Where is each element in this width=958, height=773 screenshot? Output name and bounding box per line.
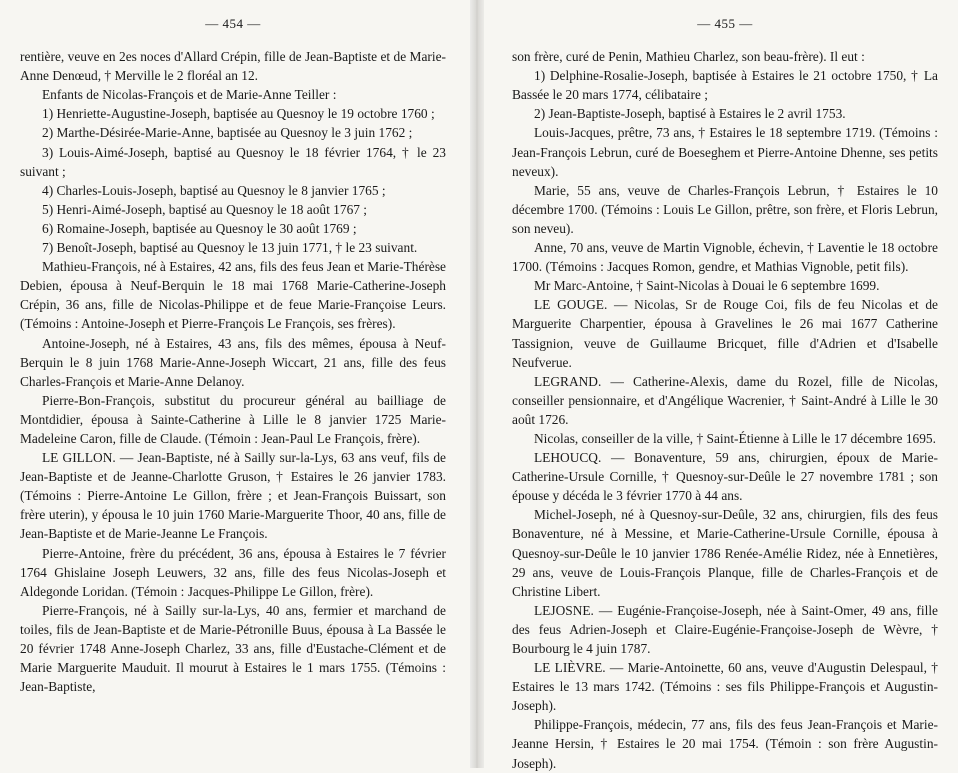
list-item: 7) Benoît-Joseph, baptisé au Quesnoy le 13 juin 1771, † le 23 suivant.: [42, 240, 418, 256]
list-item: 6) Romaine-Joseph, baptisée au Quesnoy le 30 août 1769 ;: [42, 220, 357, 236]
left-page: [20, 14, 446, 696]
family-entry: LEHOUCQ. — Bonaventure, 59 ans, chirurgien, époux de Marie-Catherine-Ursule Cornille, † Quesnoy-sur-Deûle le 27 novembre 1781 ; son épouse y décéda le 3 février 1770 à 44 ans.: [512, 450, 938, 504]
page-number-left: — 454 —: [205, 16, 261, 31]
list-item: 5) Henri-Aimé-Joseph, baptisé au Quesnoy le 18 août 1767 ;: [42, 201, 368, 217]
paragraph: Pierre-François, né à Sailly sur-la-Lys, 40 ans, fermier et marchand de toiles, fils de Jean-Baptiste et de Marie-Pétronille Buus, épousa à La Bassée le 20 février 1748 Anne-Joseph Charlez, 33 ans, fille d'Eustache-Clément et de Marie Marguerite Mauduit. Il mourut à Estaires le 1 mars 1755. (Témoins : Jean-Baptiste,: [20, 602, 446, 695]
paragraph: Nicolas, conseiller de la ville, † Saint-Étienne à Lille le 17 décembre 1695.: [534, 430, 936, 446]
family-entry: LEJOSNE. — Eugénie-Françoise-Joseph, née à Saint-Omer, 49 ans, fille des feus Adrien-Joseph et Claire-Eugénie-Françoise-Joseph de Wèvre, † Bourbourg le 4 juin 1787.: [512, 602, 938, 656]
family-entry: LEGRAND. — Catherine-Alexis, dame du Rozel, fille de Nicolas, conseiller pensionnaire, et d'Angélique Wacrenier, † Saint-André à Lille le 30 août 1726.: [512, 373, 938, 427]
book-gutter: [470, 0, 484, 768]
right-page: [512, 14, 938, 773]
list-item: 2) Jean-Baptiste-Joseph, baptisé à Estaires le 2 avril 1753.: [534, 106, 846, 122]
paragraph: Marie, 55 ans, veuve de Charles-François Lebrun, † Estaires le 10 décembre 1700. (Témoins : Louis Le Gillon, prêtre, son frère, et Floris Lebrun, son neveu).: [512, 182, 938, 236]
family-entry: LE LIÈVRE. — Marie-Antoinette, 60 ans, veuve d'Augustin Delespaul, † Estaires le 13 mars 1742. (Témoins : ses fils Philippe-François et Augustin-Joseph).: [512, 660, 938, 714]
page-number-right: — 455 —: [697, 16, 753, 31]
paragraph: Louis-Jacques, prêtre, 73 ans, † Estaires le 18 septembre 1719. (Témoins : Jean-François Lebrun, curé de Boeseghem et Pierre-Antoine Dhenne, ses petits neveux).: [512, 125, 938, 179]
family-entry: LE GILLON. — Jean-Baptiste, né à Sailly sur-la-Lys, 63 ans veuf, fils de Jean-Baptiste et de Jeanne-Charlotte Gruson, † Estaires le 26 janvier 1783. (Témoins : Pierre-Antoine Le Gillon, frère ; et Jean-François Buissart, son frère uterin), y épousa le 10 juin 1760 Marie-Marguerite Thoor, 40 ans, fille de Jean-Baptiste et de Marie-Jeanne Le François.: [20, 450, 446, 542]
paragraph: rentière, veuve en 2es noces d'Allard Crépin, fille de Jean-Baptiste et de Marie-Anne Denœud, † Merville le 2 floréal an 12.: [20, 49, 446, 84]
list-item: 3) Louis-Aimé-Joseph, baptisé au Quesnoy le 18 février 1764, † le 23 suivant ;: [20, 144, 446, 179]
paragraph: Mr Marc-Antoine, † Saint-Nicolas à Douai le 6 septembre 1699.: [534, 278, 880, 294]
paragraph: son frère, curé de Penin, Mathieu Charlez, son beau-frère). Il eut :: [512, 49, 865, 65]
list-item: 1) Delphine-Rosalie-Joseph, baptisée à Estaires le 21 octobre 1750, † La Bassée le 20 mars 1774, célibataire ;: [512, 68, 938, 103]
paragraph: Anne, 70 ans, veuve de Martin Vignoble, échevin, † Laventie le 18 octobre 1700. (Témoins : Jacques Romon, gendre, et Mathias Vignoble, petit fils).: [512, 240, 938, 275]
paragraph: Mathieu-François, né à Estaires, 42 ans, fils des feus Jean et Marie-Thérèse Debien, épousa à Neuf-Berquin le 18 mai 1768 Marie-Catherine-Joseph Crépin, 36 ans, fille de Nicolas-Philippe et de feue Marie-Françoise Leurs. (Témoins : Antoine-Joseph et Pierre-François Le François, ses frères).: [20, 259, 446, 332]
list-item: 4) Charles-Louis-Joseph, baptisé au Quesnoy le 8 janvier 1765 ;: [42, 182, 386, 198]
list-item: 1) Henriette-Augustine-Joseph, baptisée au Quesnoy le 19 octobre 1760 ;: [42, 106, 435, 122]
paragraph: Enfants de Nicolas-François et de Marie-Anne Teiller :: [42, 87, 337, 103]
paragraph: Antoine-Joseph, né à Estaires, 43 ans, fils des mêmes, épousa à Neuf-Berquin le 8 juin 1768 Marie-Anne-Joseph Wiccart, 21 ans, fille des feus Charles-François et Marie-Anne Delanoy.: [20, 335, 446, 389]
paragraph: Philippe-François, médecin, 77 ans, fils des feus Jean-François et Marie-Jeanne Hersin, † Estaires le 20 mai 1754. (Témoin : son frère Augustin-Joseph).: [512, 717, 938, 771]
paragraph: Pierre-Bon-François, substitut du procureur général au bailliage de Montdidier, épousa à Sainte-Catherine à Lille le 8 janvier 1725 Marie-Madeleine Caron, fille de Claude. (Témoin : Jean-Paul Le François, frère).: [20, 392, 446, 446]
family-entry: LE GOUGE. — Nicolas, Sr de Rouge Coi, fils de feu Nicolas et de Marguerite Charpentier, épousa à Gravelines le 26 mai 1677 Catherine Tassignion, veuve de Guillaume Bricquet, fille d'Adrien et d'Isabelle Neufverue.: [512, 297, 938, 370]
paragraph: Pierre-Antoine, frère du précédent, 36 ans, épousa à Estaires le 7 février 1764 Ghislaine Joseph Leuwers, 32 ans, fille des feus Nicolas-Joseph et Aldegonde Loridan. (Témoin : Jacques-Philippe Le Gillon, frère).: [20, 545, 446, 599]
list-item: 2) Marthe-Désirée-Marie-Anne, baptisée au Quesnoy le 3 juin 1762 ;: [42, 125, 413, 141]
paragraph: Michel-Joseph, né à Quesnoy-sur-Deûle, 32 ans, chirurgien, fils des feus Bonaventure, né à Messine, et Marie-Catherine-Ursule Cornille, épousa à Quesnoy-sur-Deûle le 10 janvier 1786 Renée-Amélie Ridez, née à Ennetières, 29 ans, veuve de Louis-François Planque, fille de Charles-François et de Christine Libert.: [512, 507, 938, 599]
